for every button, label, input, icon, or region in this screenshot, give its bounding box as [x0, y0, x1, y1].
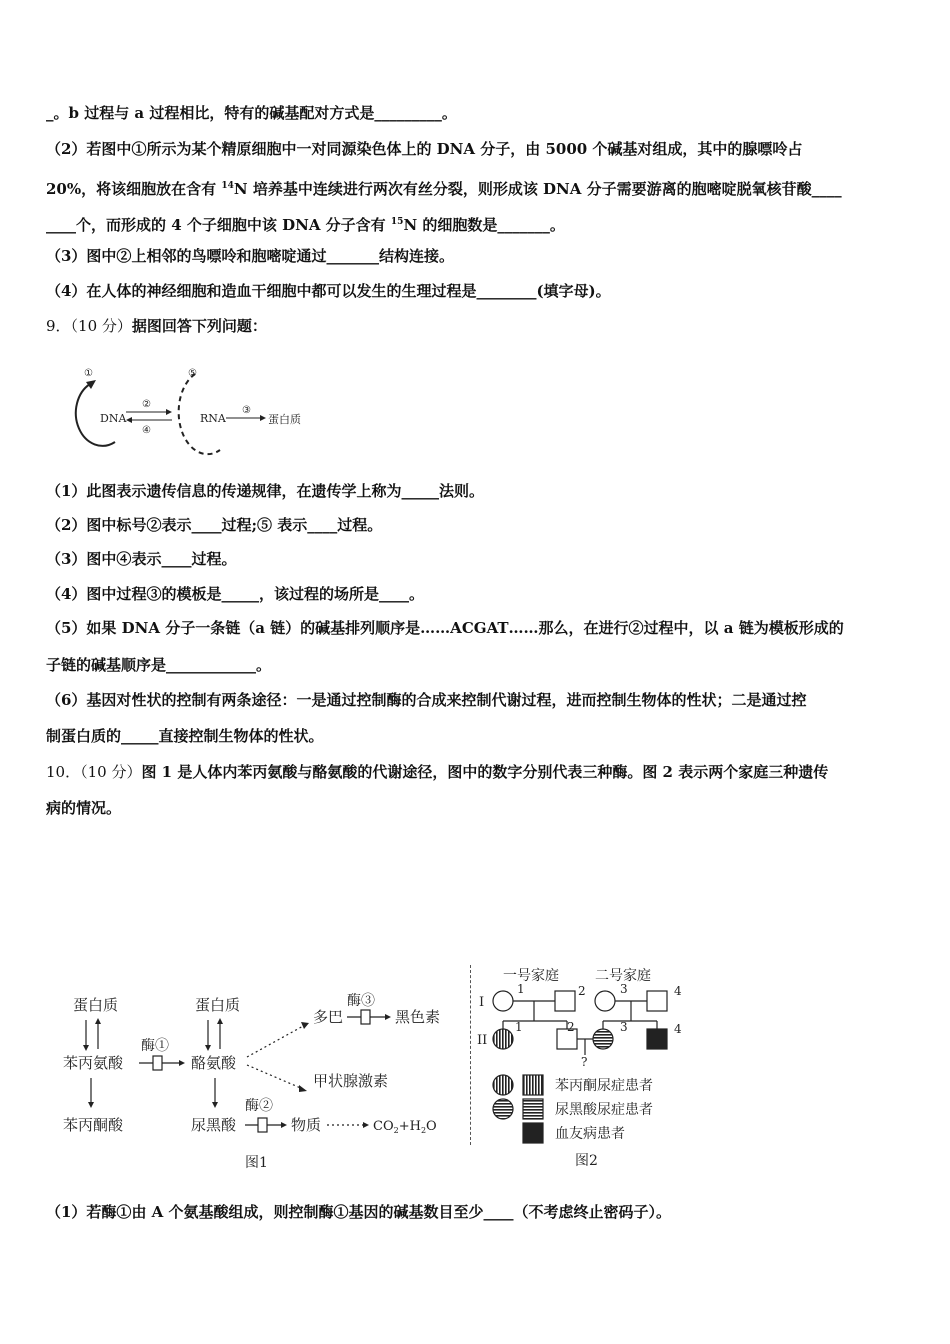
text-seg: ____个，而形成的 4 个子细胞中该 DNA 分子含有	[46, 216, 391, 234]
q8-part2-line-3	[46, 212, 565, 235]
homogentisic-acid: 尿黑酸	[191, 1116, 237, 1134]
arrow-head	[166, 409, 172, 415]
legend-alkaptonuria: 尿黑酸尿症患者	[555, 1102, 653, 1118]
protein-label: 蛋白质	[268, 413, 301, 426]
subscript: 2	[393, 1126, 399, 1135]
enzyme-3-label: 酶③	[347, 993, 375, 1009]
q10-heading-line-2: 病的情况。	[46, 799, 122, 817]
arrow-head	[83, 1045, 89, 1051]
arrow-head	[281, 1122, 287, 1128]
family2-i3-female	[595, 991, 615, 1011]
products	[373, 1119, 437, 1135]
q9-part3: （3）图中④表示____过程。	[46, 550, 237, 568]
enzyme-block	[258, 1118, 267, 1132]
family-1-title: 一号家庭	[503, 968, 559, 984]
q9-part2: （2）图中标号②表示____过程;⑤ 表示____过程。	[46, 516, 383, 534]
melanin: 黑色素	[395, 1008, 441, 1026]
q8-part3: （3）图中②上相邻的鸟嘌呤和胞嘧啶通过_______结构连接。	[46, 247, 454, 265]
arrow-head	[126, 417, 132, 423]
label: 3	[620, 982, 628, 996]
dopa: 多巴	[313, 1008, 344, 1026]
q10-heading-line-1	[46, 762, 828, 782]
arrow-head	[212, 1102, 218, 1108]
enzyme-block	[153, 1056, 162, 1070]
dna-label: DNA	[100, 412, 127, 425]
subscript: 2	[420, 1126, 427, 1135]
generation-1-label: I	[479, 995, 485, 1010]
substance: 物质	[291, 1116, 322, 1134]
arrow-head	[95, 1018, 101, 1024]
label-4: ④	[142, 425, 151, 436]
ii4-affected-male	[647, 1029, 667, 1049]
ii3-affected-female	[593, 1029, 613, 1049]
enzyme-2-label: 酶②	[245, 1098, 273, 1114]
arrow-head	[217, 1018, 223, 1024]
q8-line-1: _。b 过程与 a 过程相比，特有的碱基配对方式是_________。	[46, 104, 457, 122]
arrow-head	[301, 1022, 309, 1029]
protein-left: 蛋白质	[73, 996, 119, 1014]
family1-i2-male	[555, 991, 575, 1011]
text-seg: N 的细胞数是_______。	[403, 216, 565, 234]
figure-divider	[470, 965, 471, 1145]
text-seg: N 培养基中连续进行两次有丝分裂，则形成该 DNA 分子需要游离的胞嘧啶脱氧核苷酸____	[233, 180, 842, 198]
label-2: ②	[142, 399, 151, 410]
isotope-superscript: 14	[221, 181, 234, 191]
label: 2	[578, 984, 586, 998]
enzyme-1-label: 酶①	[141, 1038, 169, 1054]
label: 1	[517, 982, 525, 996]
q8-part4: （4）在人体的神经细胞和造血干细胞中都可以发生的生理过程是________(填字母)。	[46, 282, 611, 300]
q9-part6-line-1: （6）基因对性状的控制有两条途径：一是通过控制酶的合成来控制代谢过程，进而控制生物体的性状；二是通过控	[46, 691, 807, 709]
metabolic-pathway-figure	[55, 985, 455, 1175]
q9-part5-line-1: （5）如果 DNA 分子一条链（a 链）的碱基排列顺序是……ACGAT……那么，在进行②过程中，以 a 链为模板形成的	[46, 619, 844, 637]
arrow-head	[179, 1060, 185, 1066]
q8-part2-line-1: （2）若图中①所示为某个精原细胞中一对同源染色体上的 DNA 分子，由 5000 个碱基对组成，其中的腺嘌呤占	[46, 140, 803, 158]
label: 3	[620, 1020, 628, 1034]
ii1-affected-female	[493, 1029, 513, 1049]
h-text: +H	[398, 1119, 421, 1134]
label-1: ①	[84, 368, 93, 379]
arrow-head	[205, 1045, 211, 1051]
question-prompt: 图 1 是人体内苯丙氨酸与酪氨酸的代谢途径，图中的数字分别代表三种酶。图 2 表示两个家庭三种遗传	[141, 763, 829, 781]
label-5: ⑤	[188, 368, 197, 379]
family2-i4-male	[647, 991, 667, 1011]
pedigree-figure	[475, 962, 705, 1172]
dotted-arrow-up	[247, 1025, 305, 1057]
generation-2-label: II	[477, 1033, 488, 1048]
arrow-head	[86, 380, 96, 389]
rna-label: RNA	[200, 412, 226, 425]
q9-heading	[46, 316, 267, 336]
question-number: 9．（10 分）	[46, 317, 132, 335]
phenylalanine: 苯丙氨酸	[63, 1054, 124, 1072]
q9-part6-line-2: 制蛋白质的_____直接控制生物体的性状。	[46, 727, 324, 745]
question-prompt: 据图回答下列问题：	[131, 317, 267, 335]
arrow-head	[260, 415, 266, 421]
family-2-title: 二号家庭	[595, 968, 651, 984]
legend-female-pku	[493, 1075, 513, 1095]
dotted-arrow-down	[247, 1065, 303, 1089]
isotope-superscript: 15	[390, 217, 404, 227]
thyroxine: 甲状腺激素	[313, 1072, 389, 1090]
central-dogma-diagram	[60, 362, 320, 457]
label: 4	[674, 1022, 682, 1036]
tyrosine: 酪氨酸	[191, 1054, 237, 1072]
arrow-head	[385, 1014, 391, 1020]
q9-part5-line-2: 子链的碱基顺序是____________。	[46, 656, 272, 674]
legend-male-alkaptonuria	[523, 1099, 543, 1119]
legend-male-hemophilia	[523, 1123, 543, 1143]
legend-hemophilia: 血友病患者	[555, 1126, 625, 1142]
label: 2	[567, 1020, 575, 1034]
q9-part1: （1）此图表示遗传信息的传递规律，在遗传学上称为_____法则。	[46, 482, 484, 500]
legend-female-alkaptonuria	[493, 1099, 513, 1119]
label: 1	[515, 1020, 523, 1034]
co2-text: CO	[373, 1119, 394, 1134]
label-3: ③	[242, 405, 251, 416]
phenylpyruvic-acid: 苯丙酮酸	[63, 1116, 124, 1134]
figure-2-caption: 图2	[575, 1153, 598, 1169]
q9-part4: （4）图中过程③的模板是_____，该过程的场所是____。	[46, 585, 424, 603]
protein-mid: 蛋白质	[195, 996, 241, 1014]
arrow-head	[363, 1122, 369, 1128]
q10-part1: （1）若酶①由 A 个氨基酸组成，则控制酶①基因的碱基数目至少____（不考虑终止密码子）。	[46, 1203, 672, 1221]
o-text: O	[426, 1119, 437, 1134]
figure-1-caption: 图1	[245, 1155, 268, 1171]
legend-male-pku	[523, 1075, 543, 1095]
legend-pku: 苯丙酮尿症患者	[555, 1078, 653, 1094]
arrow-head	[88, 1102, 94, 1108]
label: 4	[674, 984, 682, 998]
enzyme-block	[361, 1010, 370, 1024]
family1-i1-female	[493, 991, 513, 1011]
question-number: 10．（10 分）	[46, 763, 142, 781]
text-seg: 20%，将该细胞放在含有	[46, 180, 222, 198]
q8-part2-line-2	[46, 176, 842, 199]
unknown-offspring: ?	[581, 1055, 588, 1069]
arrow-head	[299, 1085, 307, 1092]
